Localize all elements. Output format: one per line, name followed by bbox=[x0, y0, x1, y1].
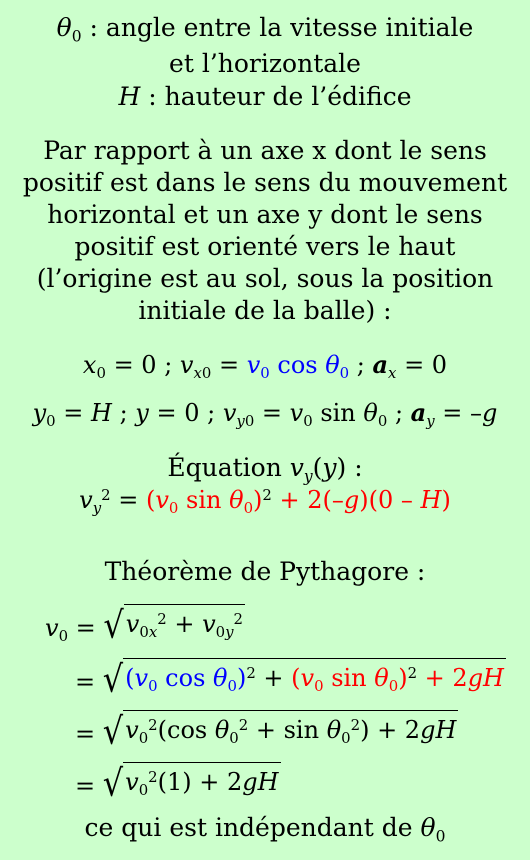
paragraph-line: horizontal et un axe y dont le sens bbox=[47, 200, 483, 229]
pythagore-line-3: = √ $v_0^2(\cos$ $\theta_0^2 + \sin \theta_0^2) + 2gH$ bbox=[75, 709, 457, 753]
axis-paragraph bbox=[0, 135, 530, 327]
paragraph-line: Par rapport à un axe x dont le sens bbox=[43, 136, 487, 165]
definition-H: H : hauteur de l’édifice bbox=[118, 82, 412, 111]
equation-x-components: $x_0 = 0$ ; $v_{x0} = v_0$ $\cos \theta_0$ ; $a_x = 0$ bbox=[82, 350, 448, 383]
definition-theta0: $\theta_0$ : angle entre la vitesse initiale bbox=[56, 13, 474, 46]
pythagore-line-2: = √ ($v_0$ $\cos \theta_0)^2 + (v_0$ $\sin \theta_0)^2 + 2gH$ bbox=[75, 657, 504, 701]
equation-vy-squared: $v_y^2 = (v_0$ $\sin \theta_0)^2 + 2(-g)(0 - H)$ bbox=[79, 485, 451, 518]
pythagore-title: Théorème de Pythagore : bbox=[104, 557, 426, 586]
conclusion: ce qui est indépendant de $\theta_0$ bbox=[84, 813, 446, 846]
definition-theta0-cont: et l’horizontale bbox=[169, 49, 361, 78]
equation-y-components: $y_0 = H$ ; y = 0 ; $v_{y0} = v_0$ $\sin \theta_0$ ; $a_y = -g$ bbox=[32, 398, 498, 431]
paragraph-line: positif est dans le sens du mouvement bbox=[22, 168, 508, 197]
pythagore-line-4: = √ $v_0^2(1) + 2gH$ bbox=[75, 761, 279, 805]
equation-vy-title: Équation $v_y(y)$ : bbox=[167, 453, 363, 486]
paragraph-line: (l’origine est au sol, sous la position bbox=[36, 264, 494, 293]
paragraph-line: positif est orienté vers le haut bbox=[74, 232, 456, 261]
pythagore-line-1: $v_0$ = √ $v_{0x}^2 + v_{0y}^2$ bbox=[45, 603, 243, 647]
paragraph-line: initiale de la balle) : bbox=[138, 296, 392, 325]
